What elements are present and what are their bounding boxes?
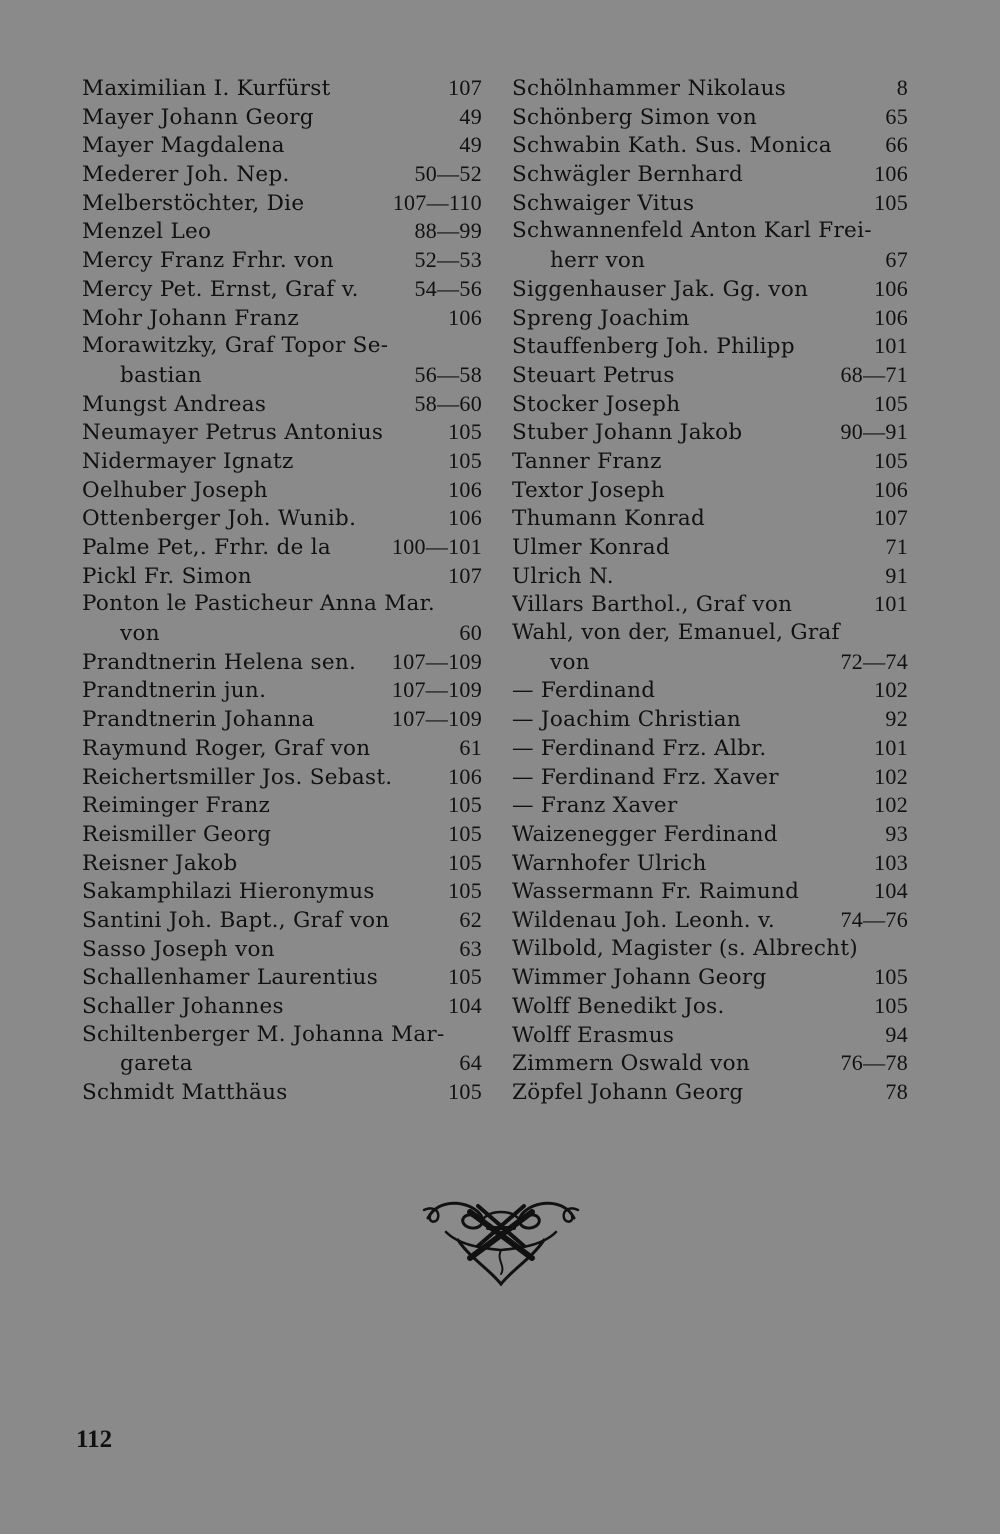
index-entry <box>512 791 908 820</box>
index-entry-page: 102 <box>874 677 908 703</box>
index-entry-name: Schallenhamer Laurentius <box>82 965 379 991</box>
index-entry-page: 101 <box>874 333 908 359</box>
index-entry-name: bastian <box>120 362 202 388</box>
index-entry-page: 78 <box>885 1079 908 1105</box>
index-entry-page: 105 <box>448 878 482 904</box>
index-entry-name: von <box>550 649 590 675</box>
index-entry-name: Palme Pet,. Frhr. de la <box>82 535 332 560</box>
index-entry-name: Wildenau Joh. Leonh. v. <box>512 907 776 933</box>
index-entry <box>512 849 908 878</box>
index-entry <box>512 304 908 333</box>
index-entry-page: 60 <box>459 620 482 646</box>
index-entry-name: Schmidt Matthäus <box>82 1080 288 1106</box>
index-entry-page: 94 <box>885 1021 908 1047</box>
index-entry-name: Siggenhauser Jak. Gg. von <box>512 276 809 302</box>
index-entry-name: Mungst Andreas <box>82 391 267 417</box>
index-entry-name: — Joachim Christian <box>512 707 742 733</box>
index-entry-page: 105 <box>874 447 908 473</box>
index-entry <box>82 1049 482 1078</box>
index-entry-page: 72—74 <box>840 648 908 674</box>
index-entry-page: 62 <box>459 906 482 932</box>
index-entry-name: Mercy Franz Frhr. von <box>82 248 334 274</box>
index-entry <box>512 906 908 935</box>
index-entry <box>82 504 482 533</box>
index-entry-name: — Ferdinand <box>512 678 656 704</box>
index-entry-name: Schaller Johannes <box>82 994 284 1019</box>
index-entry-page: 88—99 <box>414 218 482 244</box>
index-entry <box>82 820 482 849</box>
index-entry-name: Thumann Konrad <box>512 506 706 532</box>
index-entry-name: Reichertsmiller Jos. Sebast. <box>82 764 393 790</box>
index-entry <box>512 705 908 734</box>
index-entry <box>82 1078 482 1107</box>
index-entry-name: Mayer Johann Georg <box>82 104 314 130</box>
index-entry <box>512 390 908 419</box>
index-entry <box>512 619 908 648</box>
index-entry-page: 63 <box>459 935 482 961</box>
index-entry-page: 107 <box>448 75 482 100</box>
index-entry-page: 68—71 <box>840 361 908 387</box>
index-entry-name: Ulmer Konrad <box>512 535 670 560</box>
index-entry-name: — Ferdinand Frz. Albr. <box>512 735 767 761</box>
index-entry-name: Textor Joseph <box>512 477 666 503</box>
index-entry-name: Wolff Benedikt Jos. <box>512 994 725 1019</box>
index-entry-page: 105 <box>448 1079 482 1105</box>
index-entry-page: 66 <box>885 132 908 158</box>
index-entry <box>512 361 908 390</box>
index-entry-page: 105 <box>448 419 482 445</box>
index-entry-page: 106 <box>874 161 908 187</box>
index-entry <box>82 275 482 304</box>
index-entry-page: 105 <box>448 964 482 990</box>
index-entry-name: Prandtnerin jun. <box>82 678 267 704</box>
index-entry-name: Sasso Joseph von <box>82 936 275 962</box>
index-entry-name: Steuart Petrus <box>512 362 675 388</box>
index-entry <box>512 533 908 562</box>
index-entry <box>512 418 908 447</box>
index-entry-name: Nidermayer Ignatz <box>82 448 294 474</box>
index-entry-name: herr von <box>550 248 646 274</box>
index-entry <box>82 963 482 992</box>
index-entry-page: 49 <box>459 132 482 158</box>
index-entry <box>512 103 908 132</box>
index-entry-name: Wahl, von der, Emanuel, Graf <box>512 620 840 646</box>
index-entry-page: 107—110 <box>392 189 482 215</box>
index-entry-name: Stocker Joseph <box>512 391 681 417</box>
index-entry <box>82 791 482 820</box>
index-entry-page: 104 <box>448 993 482 1018</box>
index-entry-name: Ottenberger Joh. Wunib. <box>82 506 357 532</box>
index-entry-page: 107 <box>448 562 482 588</box>
index-entry-page: 74—76 <box>840 906 908 932</box>
index-entry-name: Prandtnerin Helena sen. <box>82 649 357 675</box>
index-entry <box>82 361 482 390</box>
index-entry <box>82 304 482 333</box>
index-entry-page: 105 <box>874 390 908 416</box>
index-entry-name: Schwaiger Vitus <box>512 190 695 216</box>
index-entry-page: 106 <box>448 304 482 330</box>
index-entry <box>82 246 482 275</box>
index-entry <box>512 820 908 849</box>
index-entry-name: Sakamphilazi Hieronymus <box>82 879 375 905</box>
index-entry-page: 61 <box>459 734 482 760</box>
index-entry-name: Ponton le Pasticheur Anna Mar. <box>82 591 435 617</box>
index-entry-page: 52—53 <box>414 247 482 273</box>
index-entry-name: Prandtnerin Johanna <box>82 707 315 733</box>
index-entry-name: Raymund Roger, Graf von <box>82 735 371 761</box>
index-entry <box>82 74 482 103</box>
index-entry-page: 107—109 <box>391 706 482 732</box>
index-entry <box>82 418 482 447</box>
index-entry <box>512 246 908 275</box>
index-entry-name: Pickl Fr. Simon <box>82 563 252 589</box>
index-entry-name: Santini Joh. Bapt., Graf von <box>82 907 390 933</box>
index-entry <box>82 906 482 935</box>
index-entry-name: von <box>120 621 160 647</box>
index-entry-name: Spreng Joachim <box>512 305 690 331</box>
index-entry-name: Waizenegger Ferdinand <box>512 821 778 847</box>
index-entry <box>82 1021 482 1050</box>
index-entry-page: 106 <box>874 275 908 301</box>
index-entry <box>512 131 908 160</box>
index-entry-page: 65 <box>885 103 908 129</box>
index-entry <box>512 877 908 906</box>
index-entry-page: 105 <box>448 447 482 473</box>
index-entry <box>512 935 908 964</box>
index-entry <box>512 217 908 246</box>
index-entry <box>512 676 908 705</box>
index-entry-page: 58—60 <box>414 390 482 416</box>
index-entry-page: 101 <box>874 734 908 760</box>
index-entry-name: Wilbold, Magister (s. Albrecht) <box>512 935 858 961</box>
index-entry <box>512 590 908 619</box>
index-entry-page: 105 <box>448 792 482 818</box>
index-entry <box>82 676 482 705</box>
index-entry <box>512 189 908 218</box>
index-entry <box>82 103 482 132</box>
index-entry-name: Schölnhammer Nikolaus <box>512 76 787 101</box>
index-entry-name: Schwannenfeld Anton Karl Frei- <box>512 218 872 244</box>
index-entry <box>82 217 482 246</box>
index-entry-page: 107 <box>874 505 908 531</box>
index-entry-page: 105 <box>448 820 482 846</box>
index-entry-page: 106 <box>874 476 908 502</box>
flourish-ornament-icon <box>418 1188 584 1292</box>
index-entry <box>82 648 482 677</box>
index-entry-name: Stauffenberg Joh. Philipp <box>512 334 795 360</box>
index-entry-name: Ulrich N. <box>512 563 614 589</box>
index-entry-name: Villars Barthol., Graf von <box>512 592 793 618</box>
index-entry <box>512 648 908 677</box>
index-column-left <box>82 74 482 1107</box>
index-entry-name: gareta <box>120 1051 193 1077</box>
index-entry-page: 106 <box>448 505 482 531</box>
index-entry-page: 107—109 <box>391 648 482 674</box>
index-entry-page: 92 <box>885 706 908 732</box>
index-entry-page: 104 <box>874 878 908 904</box>
index-entry-name: Wimmer Johann Georg <box>512 965 767 991</box>
index-entry-name: Wolff Erasmus <box>512 1022 675 1048</box>
index-entry <box>82 562 482 591</box>
index-entry <box>82 160 482 189</box>
index-entry <box>512 763 908 792</box>
index-entry <box>82 390 482 419</box>
index-entry <box>82 877 482 906</box>
index-entry <box>512 1078 908 1107</box>
page-number: 112 <box>76 1426 113 1453</box>
index-entry-name: — Franz Xaver <box>512 793 678 819</box>
index-entry-page: 102 <box>874 763 908 789</box>
index-entry-name: Mederer Joh. Nep. <box>82 162 290 188</box>
index-entry-page: 54—56 <box>414 275 482 301</box>
index-entry-page: 56—58 <box>414 361 482 387</box>
index-entry <box>512 74 908 103</box>
index-entry-page: 91 <box>885 562 908 588</box>
index-entry <box>82 332 482 361</box>
index-entry-page: 101 <box>874 591 908 617</box>
index-entry-name: Oelhuber Joseph <box>82 477 268 503</box>
index-entry-page: 105 <box>874 964 908 990</box>
index-entry-name: Schiltenberger M. Johanna Mar- <box>82 1021 445 1047</box>
index-entry-page: 67 <box>885 247 908 273</box>
index-entry <box>512 160 908 189</box>
index-entry-name: Warnhofer Ulrich <box>512 850 707 876</box>
index-entry-page: 105 <box>874 993 908 1018</box>
index-entry-page: 50—52 <box>414 161 482 187</box>
index-entry-name: Wassermann Fr. Raimund <box>512 879 800 905</box>
index-entry-page: 76—78 <box>840 1050 908 1076</box>
index-entry <box>82 705 482 734</box>
index-entry-name: Neumayer Petrus Antonius <box>82 420 384 446</box>
index-entry <box>82 533 482 562</box>
index-entry <box>512 504 908 533</box>
index-entry-name: Zöpfel Johann Georg <box>512 1080 744 1106</box>
index-entry <box>512 476 908 505</box>
index-entry-page: 8 <box>896 75 908 100</box>
index-entry <box>512 1049 908 1078</box>
index-entry-name: — Ferdinand Frz. Xaver <box>512 764 779 790</box>
index-entry <box>82 734 482 763</box>
index-entry-name: Maximilian I. Kurfürst <box>82 76 331 101</box>
index-entry <box>82 619 482 648</box>
index-entry <box>512 275 908 304</box>
index-entry-name: Tanner Franz <box>512 448 662 474</box>
index-entry-page: 107—109 <box>391 677 482 703</box>
index-entry <box>82 763 482 792</box>
index-entry-name: Schönberg Simon von <box>512 104 758 130</box>
index-entry <box>82 476 482 505</box>
index-entry-page: 105 <box>874 189 908 215</box>
index-entry-page: 106 <box>448 763 482 789</box>
index-entry-page: 71 <box>885 534 908 559</box>
index-entry-page: 106 <box>448 476 482 502</box>
index-entry-page: 49 <box>459 103 482 129</box>
index-entry-page: 64 <box>459 1050 482 1076</box>
index-entry-name: Schwägler Bernhard <box>512 162 744 188</box>
index-entry <box>512 992 908 1021</box>
index-entry-name: Mercy Pet. Ernst, Graf v. <box>82 276 359 302</box>
index-entry-name: Mohr Johann Franz <box>82 305 299 331</box>
index-entry-page: 103 <box>874 849 908 875</box>
index-entry-page: 93 <box>885 820 908 846</box>
index-entry <box>512 734 908 763</box>
index-entry-name: Schwabin Kath. Sus. Monica <box>512 133 832 159</box>
index-entry <box>82 849 482 878</box>
index-entry-page: 106 <box>874 304 908 330</box>
index-entry <box>512 332 908 361</box>
index-entry-page: 100—101 <box>391 534 482 559</box>
index-entry <box>82 447 482 476</box>
index-column-right <box>512 74 908 1107</box>
index-entry-name: Reisner Jakob <box>82 850 238 876</box>
index-entry-name: Menzel Leo <box>82 219 212 245</box>
index-entry-page: 102 <box>874 792 908 818</box>
index-entry <box>512 562 908 591</box>
index-entry-name: Zimmern Oswald von <box>512 1051 750 1077</box>
index-entry <box>512 447 908 476</box>
index-entry <box>82 590 482 619</box>
index-entry-name: Reismiller Georg <box>82 821 272 847</box>
index-entry <box>512 1021 908 1050</box>
index-entry-name: Morawitzky, Graf Topor Se- <box>82 333 389 359</box>
index-entry <box>82 935 482 964</box>
index-entry-name: Stuber Johann Jakob <box>512 420 743 446</box>
index-entry <box>82 189 482 218</box>
index-entry-name: Reiminger Franz <box>82 793 271 819</box>
index-entry-name: Mayer Magdalena <box>82 133 285 159</box>
index-entry-page: 90—91 <box>840 419 908 445</box>
index-entry-page: 105 <box>448 849 482 875</box>
index-entry <box>82 992 482 1021</box>
index-entry <box>512 963 908 992</box>
index-entry-name: Melberstöchter, Die <box>82 190 305 216</box>
index-entry <box>82 131 482 160</box>
